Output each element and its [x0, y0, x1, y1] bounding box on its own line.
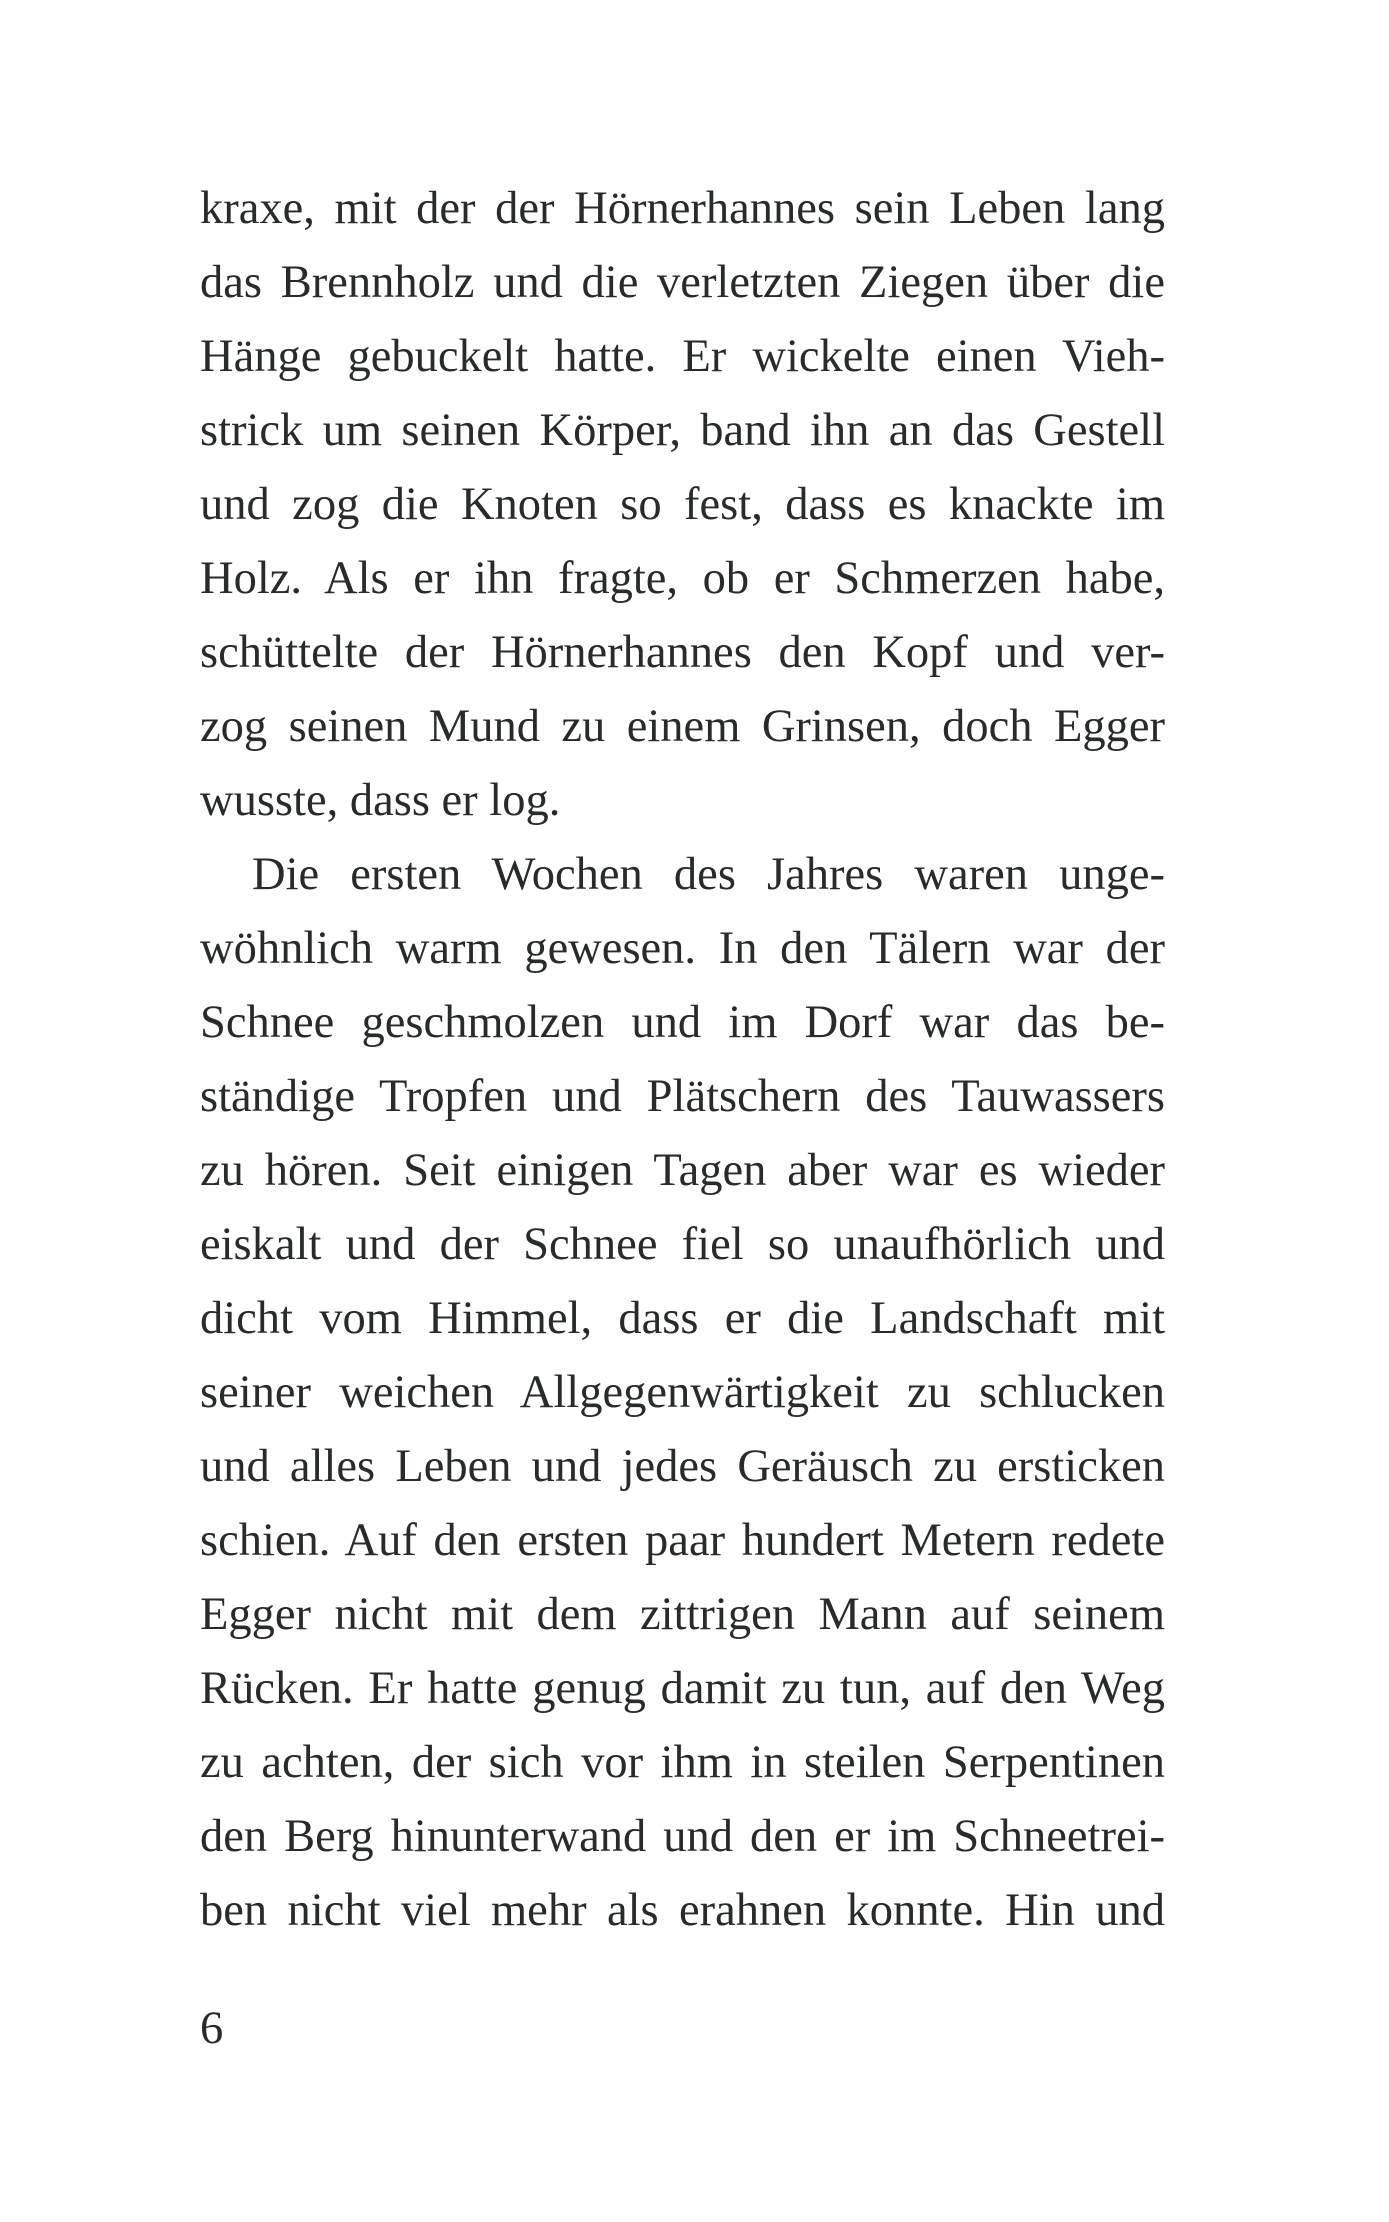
- text-line: den Berg hinunterwand und den er im Schneetrei-: [200, 1811, 1165, 1862]
- text-line: dicht vom Himmel, dass er die Landschaft mit: [200, 1293, 1165, 1344]
- text-line: das Brennholz und die verletzten Ziegen über die: [200, 257, 1165, 308]
- text-line: Hänge gebuckelt hatte. Er wickelte einen Vieh-: [200, 331, 1165, 382]
- text-line: und zog die Knoten so fest, dass es knackte im: [200, 479, 1165, 530]
- text-line-paragraph-end: wusste, dass er log.: [200, 775, 561, 826]
- text-line: zog seinen Mund zu einem Grinsen, doch Egger: [200, 701, 1165, 752]
- text-line: schien. Auf den ersten paar hundert Metern redete: [200, 1515, 1165, 1566]
- text-line: seiner weichen Allgegenwärtigkeit zu schlucken: [200, 1367, 1165, 1418]
- body-text: [200, 172, 1165, 1948]
- text-line: Holz. Als er ihn fragte, ob er Schmerzen habe,: [200, 553, 1165, 604]
- text-line: Egger nicht mit dem zittrigen Mann auf seinem: [200, 1589, 1165, 1640]
- text-line: zu hören. Seit einigen Tagen aber war es wieder: [200, 1145, 1165, 1196]
- text-line: und alles Leben und jedes Geräusch zu ersticken: [200, 1441, 1165, 1492]
- text-line: ständige Tropfen und Plätschern des Tauwassers: [200, 1071, 1165, 1122]
- text-line: strick um seinen Körper, band ihn an das Gestell: [200, 405, 1165, 456]
- text-line: schüttelte der Hörnerhannes den Kopf und ver-: [200, 627, 1165, 678]
- text-line: wöhnlich warm gewesen. In den Tälern war der: [200, 923, 1165, 974]
- text-line-paragraph-start: Die ersten Wochen des Jahres waren unge-: [252, 849, 1165, 900]
- text-line: ben nicht viel mehr als erahnen konnte. Hin und: [200, 1885, 1165, 1936]
- text-line: zu achten, der sich vor ihm in steilen Serpentinen: [200, 1737, 1165, 1788]
- page-number: 6: [200, 2003, 224, 2054]
- text-line: Schnee geschmolzen und im Dorf war das be-: [200, 997, 1165, 1048]
- text-line: eiskalt und der Schnee fiel so unaufhörlich und: [200, 1219, 1165, 1270]
- text-line: kraxe, mit der der Hörnerhannes sein Leben lang: [200, 183, 1165, 234]
- text-line: Rücken. Er hatte genug damit zu tun, auf den Weg: [200, 1663, 1165, 1714]
